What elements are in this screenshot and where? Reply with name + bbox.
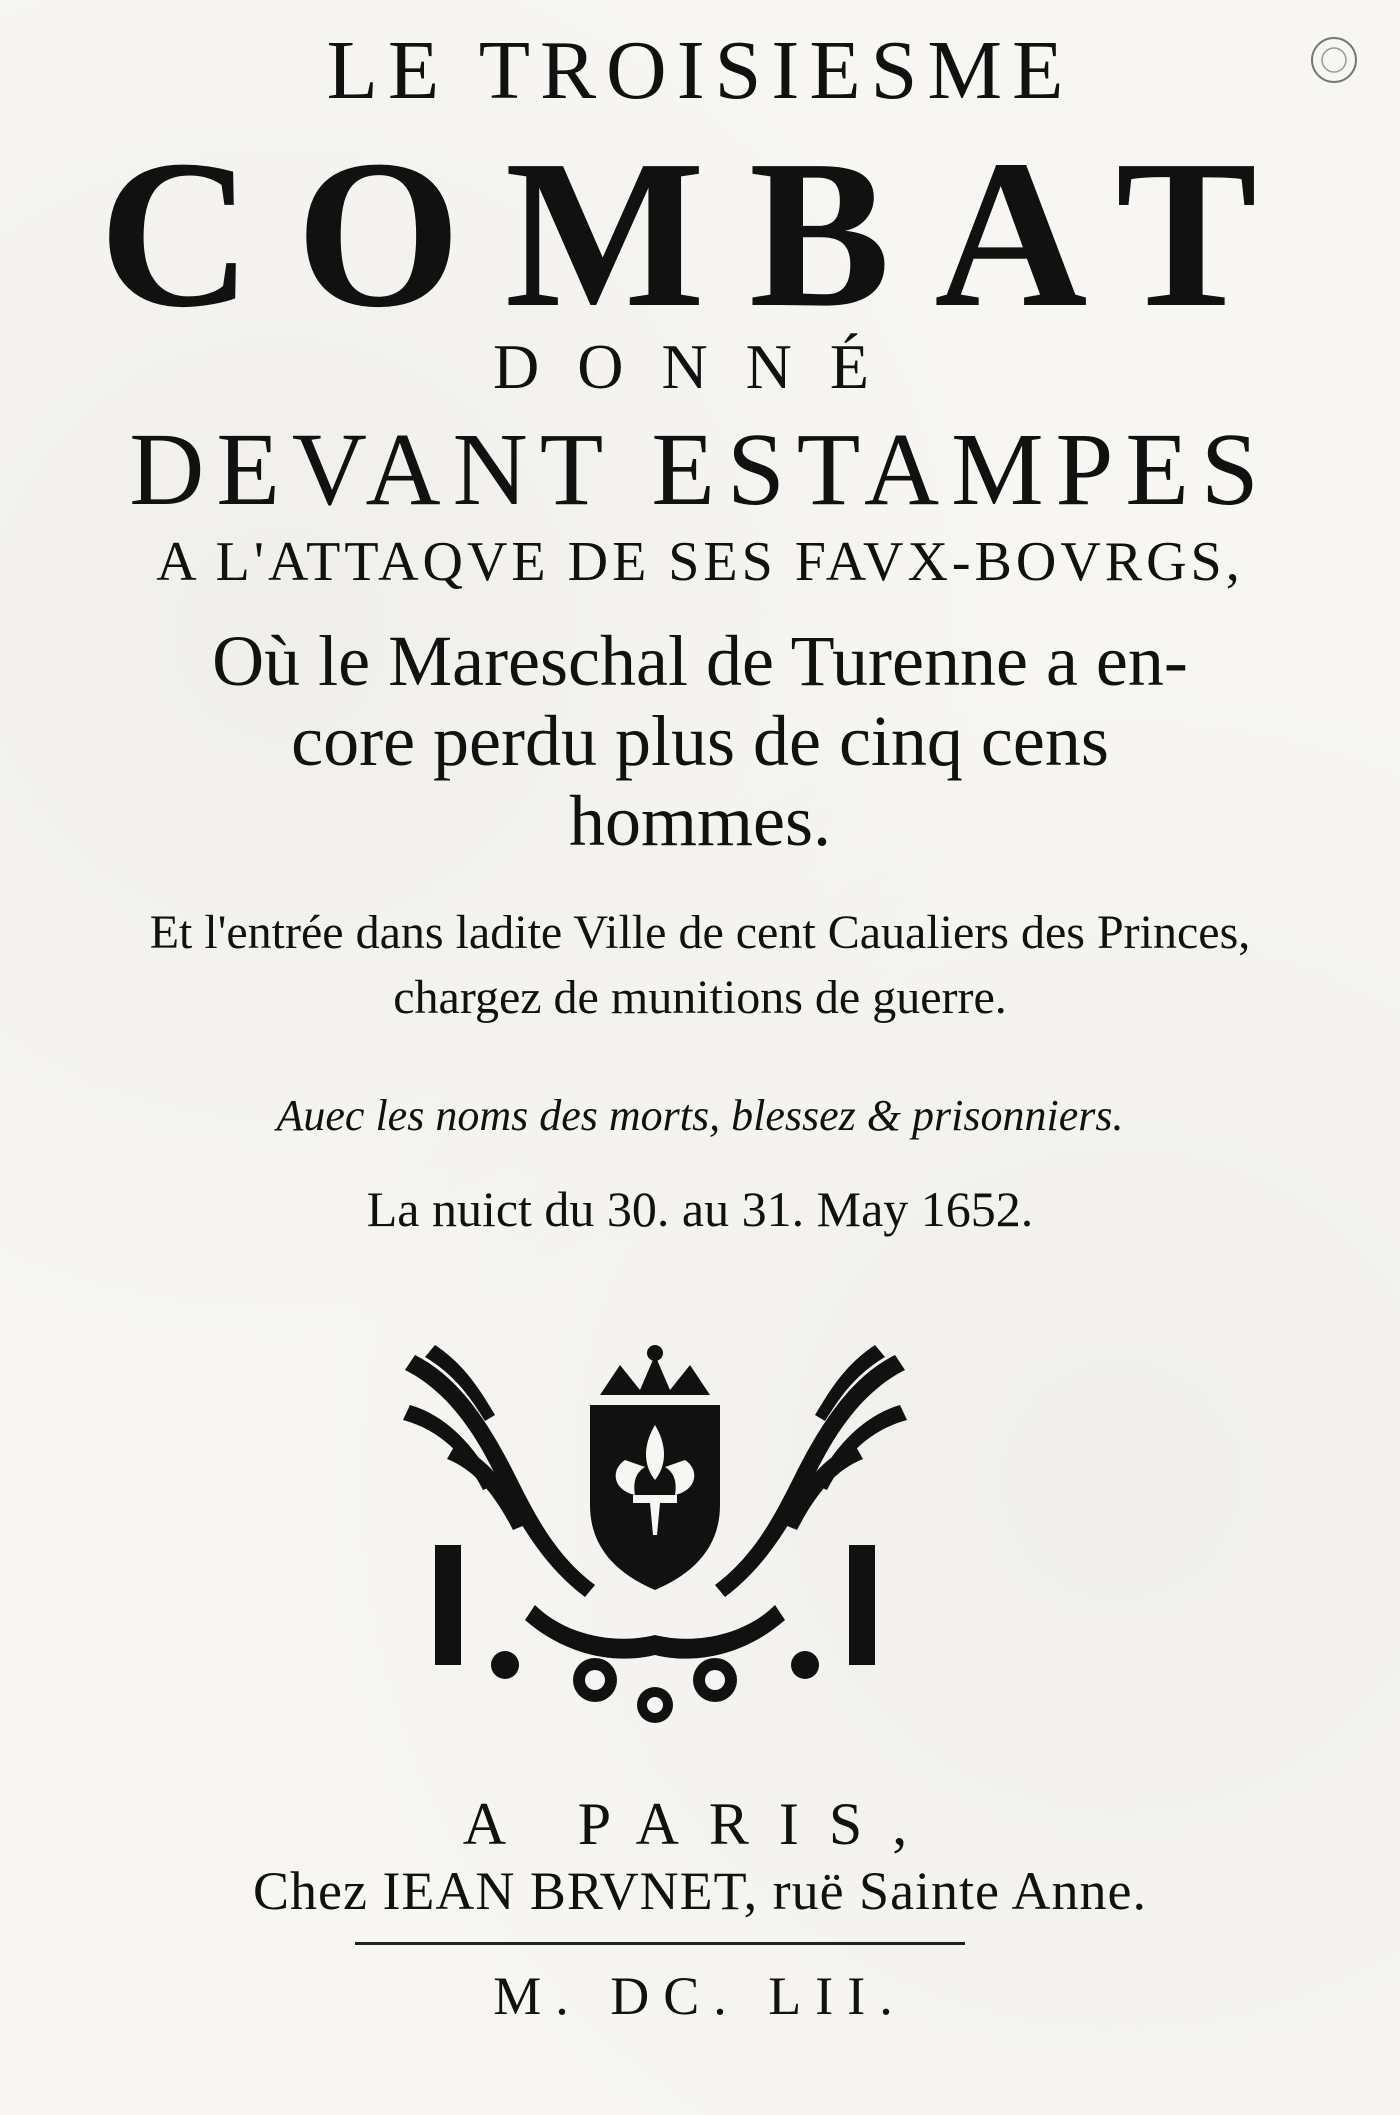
royal-fleur-de-lis-arms-ornament-icon (395, 1335, 915, 1735)
title-line-combat: COMBAT (98, 116, 1302, 351)
subtitle-line-1: Où le Mareschal de Turenne a en- (212, 621, 1188, 701)
library-stamp-seal-icon (1304, 30, 1364, 90)
subtitle-line-2: core perdu plus de cinq cens (291, 701, 1109, 781)
imprint-divider (355, 1942, 965, 1945)
imprint-printer: Chez IEAN BRVNET, ruë Sainte Anne. (253, 1861, 1147, 1921)
italic-note: Auec les noms des morts, blessez & prisonniers. (276, 1091, 1124, 1140)
title-line-troisiesme: LE TROISIESME (326, 24, 1074, 117)
imprint-year: M. DC. LII. (493, 1966, 907, 2026)
date-line: La nuict du 30. au 31. May 1652. (366, 1181, 1034, 1237)
title-line-devant-estampes: DEVANT ESTAMPES (129, 412, 1271, 527)
title-line-donne: DONNÉ (493, 331, 907, 402)
subtitle-line-3: hommes. (569, 781, 831, 861)
title-line-attaque: A L'ATTAQVE DE SES FAVX-BOVRGS, (156, 531, 1244, 593)
description-line-2: chargez de munitions de guerre. (393, 971, 1007, 1024)
imprint-city: A PARIS, (462, 1791, 938, 1857)
description-line-1: Et l'entrée dans ladite Ville de cent Caualiers des Princes, (149, 906, 1251, 959)
